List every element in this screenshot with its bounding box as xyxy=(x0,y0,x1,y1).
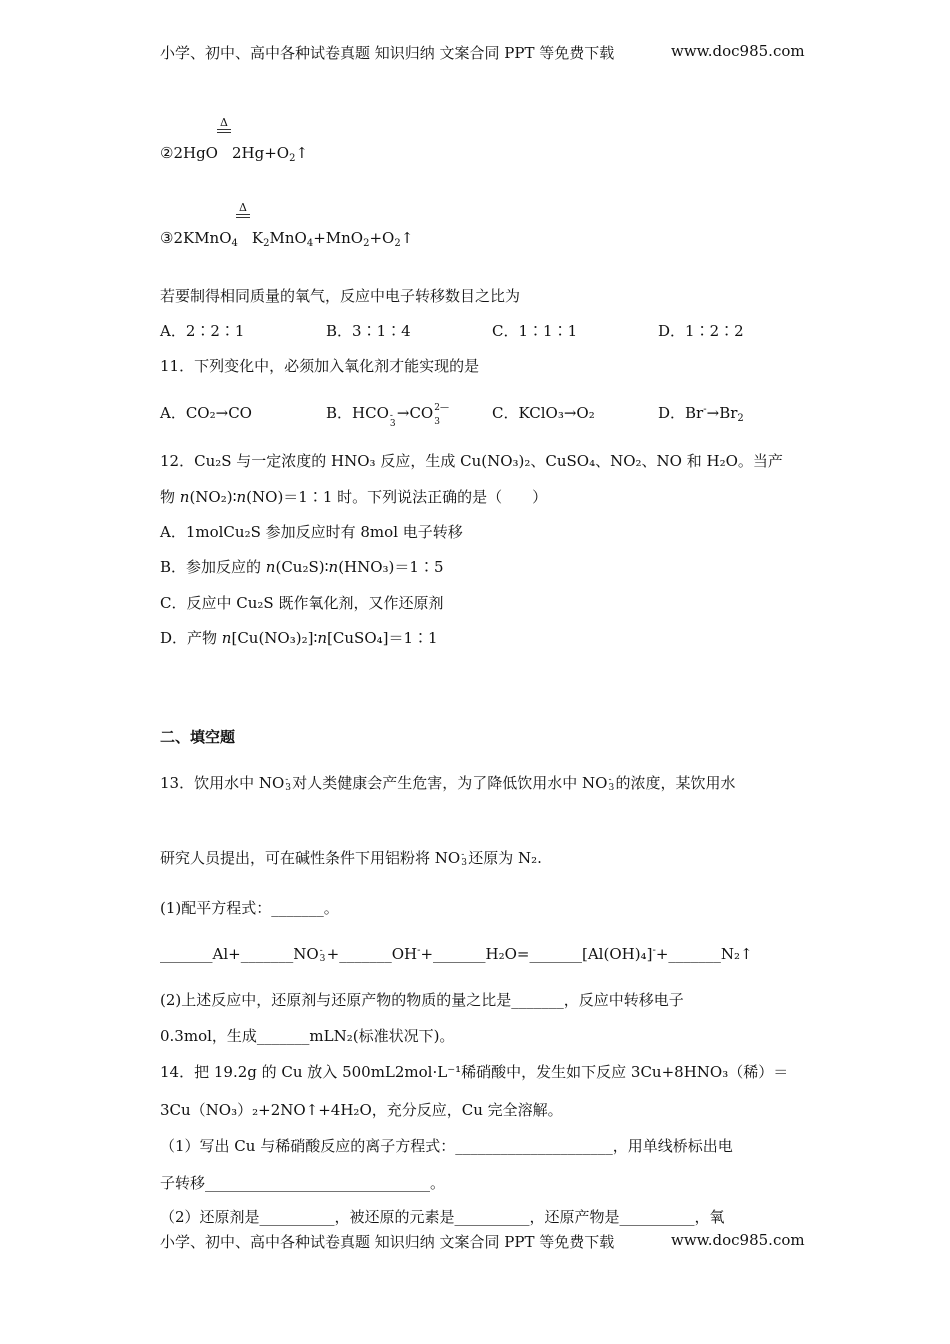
question-14-line1: 14．把 19.2g 的 Cu 放入 500mL2mol·L⁻¹稀硝酸中，发生如下反应 3Cu+8HNO₃（稀）＝ xyxy=(160,1063,789,1081)
option-c[interactable]: C．1∶1∶1 xyxy=(492,322,578,340)
question-13-line1: 13．饮用水中 NO - 3 对人类健康会产生危害，为了降低饮用水中 NO - 3 的浓度，某饮用水 xyxy=(160,774,736,793)
option-d[interactable]: D．1∶2∶2 xyxy=(658,322,744,340)
reaction-2: ②2HgO $2Hg+O_2↑$ xyxy=(160,144,309,164)
heat-condition-icon: Δ xyxy=(236,202,250,218)
reaction-3: ③2KMnO$_4$ $K_2MnO_4+MnO_2+O_2↑$ xyxy=(160,229,414,249)
question-14-line3: （1）写出 Cu 与稀硝酸反应的离子方程式：_____________________，用单线桥标出电 xyxy=(160,1137,733,1155)
option-a[interactable]: A．CO₂→CO xyxy=(160,404,252,422)
question-13-line2: 研究人员提出，可在碱性条件下用铝粉将 NO - 3 还原为 N₂. xyxy=(160,849,542,868)
page-footer xyxy=(160,1231,805,1252)
question-12-stem-line1: 12．Cu₂S 与一定浓度的 HNO₃ 反应，生成 Cu(NO₃)₂、CuSO₄、NO₂、NO 和 H₂O。当产 xyxy=(160,452,783,470)
option-a[interactable]: A．1molCu₂S 参加反应时有 8mol 电子转移 xyxy=(160,523,463,541)
page-header xyxy=(160,42,805,63)
section-title: 二、填空题 xyxy=(160,728,236,746)
question-12-stem-line2: 物 n(NO₂)∶n(NO)＝1∶1 时。下列说法正确的是（ ） xyxy=(160,488,548,506)
option-b[interactable]: B．HCO - 3 →CO 2— 3 xyxy=(326,403,449,429)
question-14-line2: 3Cu（NO₃）₂+2NO↑+4H₂O，充分反应，Cu 完全溶解。 xyxy=(160,1101,563,1119)
heat-condition-icon: Δ xyxy=(217,117,231,133)
question-13-equation: _______Al+_______NO - 3 +_______OH-+_______H₂O=_______[Al(OH)₄]-+_______N₂↑ xyxy=(160,945,753,964)
question-13-part2-cont: 0.3mol，生成_______mLN₂(标准状况下)。 xyxy=(160,1027,455,1045)
question-10-stem: 若要制得相同质量的氧气，反应中电子转移数目之比为 xyxy=(160,287,521,305)
option-d[interactable]: D．$Br^-\to Br_2$ xyxy=(658,404,744,424)
option-b[interactable]: B．3∶1∶4 xyxy=(326,322,411,340)
footer-site-link[interactable]: www.doc985.com xyxy=(671,1231,805,1249)
option-c[interactable]: C．反应中 Cu₂S 既作氧化剂，又作还原剂 xyxy=(160,594,444,612)
footer-text: 小学、初中、高中各种试卷真题 知识归纳 文案合同 PPT 等免费下载 xyxy=(160,1233,615,1251)
option-d[interactable]: D．产物 n[Cu(NO₃)₂]∶n[CuSO₄]＝1∶1 xyxy=(160,629,438,647)
header-site-link[interactable]: www.doc985.com xyxy=(671,42,805,60)
question-10-options xyxy=(160,322,780,342)
question-14-line4: 子转移______________________________。 xyxy=(160,1174,446,1192)
header-text: 小学、初中、高中各种试卷真题 知识归纳 文案合同 PPT 等免费下载 xyxy=(160,44,615,62)
question-11-stem: 11．下列变化中，必须加入氧化剂才能实现的是 xyxy=(160,357,480,375)
option-b[interactable]: B．参加反应的 n(Cu₂S)∶n(HNO₃)＝1∶5 xyxy=(160,558,444,576)
question-13-part2: (2)上述反应中，还原剂与还原产物的物质的量之比是_______，反应中转移电子 xyxy=(160,991,684,1009)
option-c[interactable]: C．KClO₃→O₂ xyxy=(492,404,595,422)
option-a[interactable]: A．2∶2∶1 xyxy=(160,322,245,340)
question-13-part1: (1)配平方程式：_______。 xyxy=(160,899,339,917)
question-14-line5: （2）还原剂是__________，被还原的元素是__________，还原产物是__________，氧 xyxy=(160,1208,725,1226)
question-11-options xyxy=(160,403,780,429)
